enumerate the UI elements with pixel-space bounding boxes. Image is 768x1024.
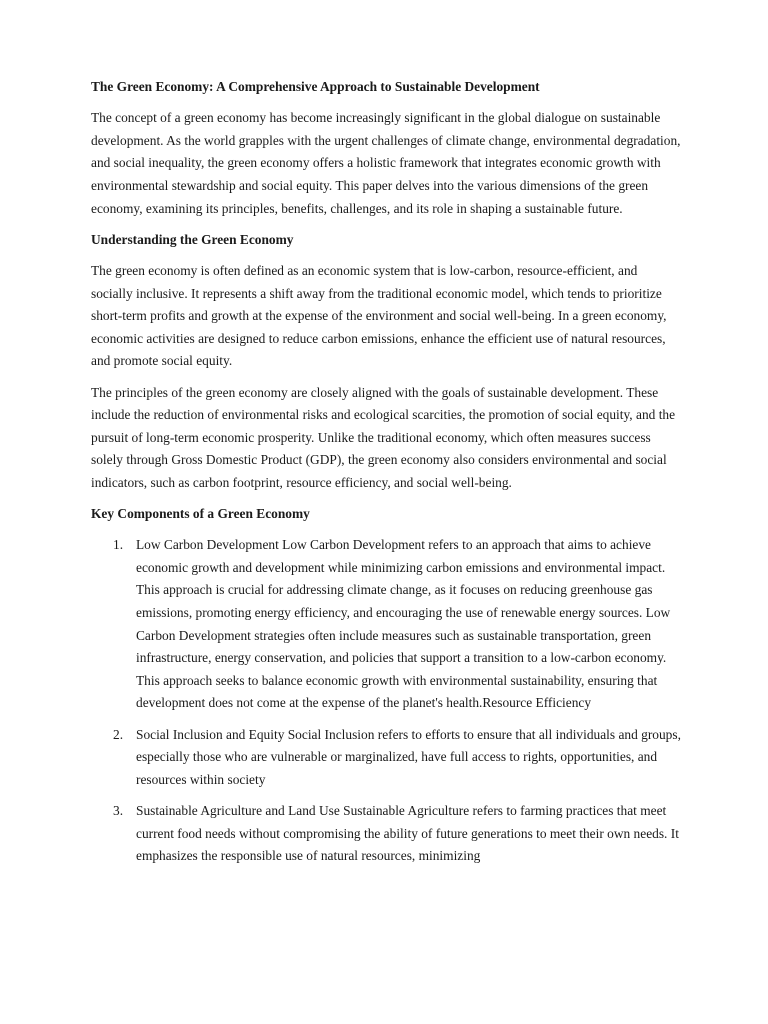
intro-paragraph: The concept of a green economy has become increasingly significant in the global dialogue on sustainable development. As the world grapples with the urgent challenges of climate change, environmental degradation, and social inequality, the green economy offers a holistic framework that integrates economic growth with environmental stewardship and social equity. This paper delves into the various dimensions of the green economy, examining its principles, benefits, challenges, and its role in shaping a sustainable future. (91, 110, 681, 216)
list-item-number: 2. (113, 726, 124, 742)
key-components-list (91, 534, 681, 868)
list-item (91, 534, 681, 715)
section-heading-understanding: Understanding the Green Economy (91, 231, 294, 247)
list-item-number: 3. (113, 802, 124, 818)
document-title: The Green Economy: A Comprehensive Approach to Sustainable Development (91, 79, 540, 94)
paragraph-definition: The green economy is often defined as an economic system that is low-carbon, resource-efficient, and socially inclusive. It represents a shift away from the traditional economic model, which tends to prioritize short-term profits and growth at the expense of the environment and social well-being. In a green economy, economic activities are designed to reduce carbon emissions, enhance the efficient use of natural resources, and promote social equity. (91, 262, 667, 369)
section-heading-key-components: Key Components of a Green Economy (91, 506, 310, 522)
list-item-number: 1. (113, 537, 124, 553)
list-item-text: Social Inclusion and Equity Social Inclusion refers to efforts to ensure that all individuals and groups, especially those who are vulnerable or marginalized, have full access to rights, opportunities, and resources within society (136, 726, 681, 787)
paragraph-principles: The principles of the green economy are closely aligned with the goals of sustainable development. These include the reduction of environmental risks and ecological scarcities, the promotion of social equity, and the pursuit of long-term economic prosperity. Unlike the traditional economy, which often measures success solely through Gross Domestic Product (GDP), the green economy also considers environmental and social indicators, such as carbon footprint, resource efficiency, and social well-being. (91, 384, 676, 490)
document-body (91, 76, 681, 876)
list-item (91, 724, 681, 792)
list-item-text: Sustainable Agriculture and Land Use Sustainable Agriculture refers to farming practices that meet current food needs without compromising the ability of future generations to meet their own needs. It emphasizes the responsible use of natural resources, minimizing (136, 802, 679, 864)
list-item (91, 800, 681, 868)
list-item-text: Low Carbon Development Low Carbon Development refers to an approach that aims to achieve economic growth and development while minimizing carbon emissions and environmental impact. This approach is crucial for addressing climate change, as it focuses on reducing greenhouse gas emissions, promoting energy efficiency, and encouraging the use of renewable energy sources. Low Carbon Development strategies often include measures such as sustainable transportation, green infrastructure, energy conservation, and policies that support a transition to a low-carbon economy. This approach seeks to balance economic growth with environmental sustainability, ensuring that development does not come at the expense of the planet's health.Resource Efficiency (136, 537, 671, 711)
